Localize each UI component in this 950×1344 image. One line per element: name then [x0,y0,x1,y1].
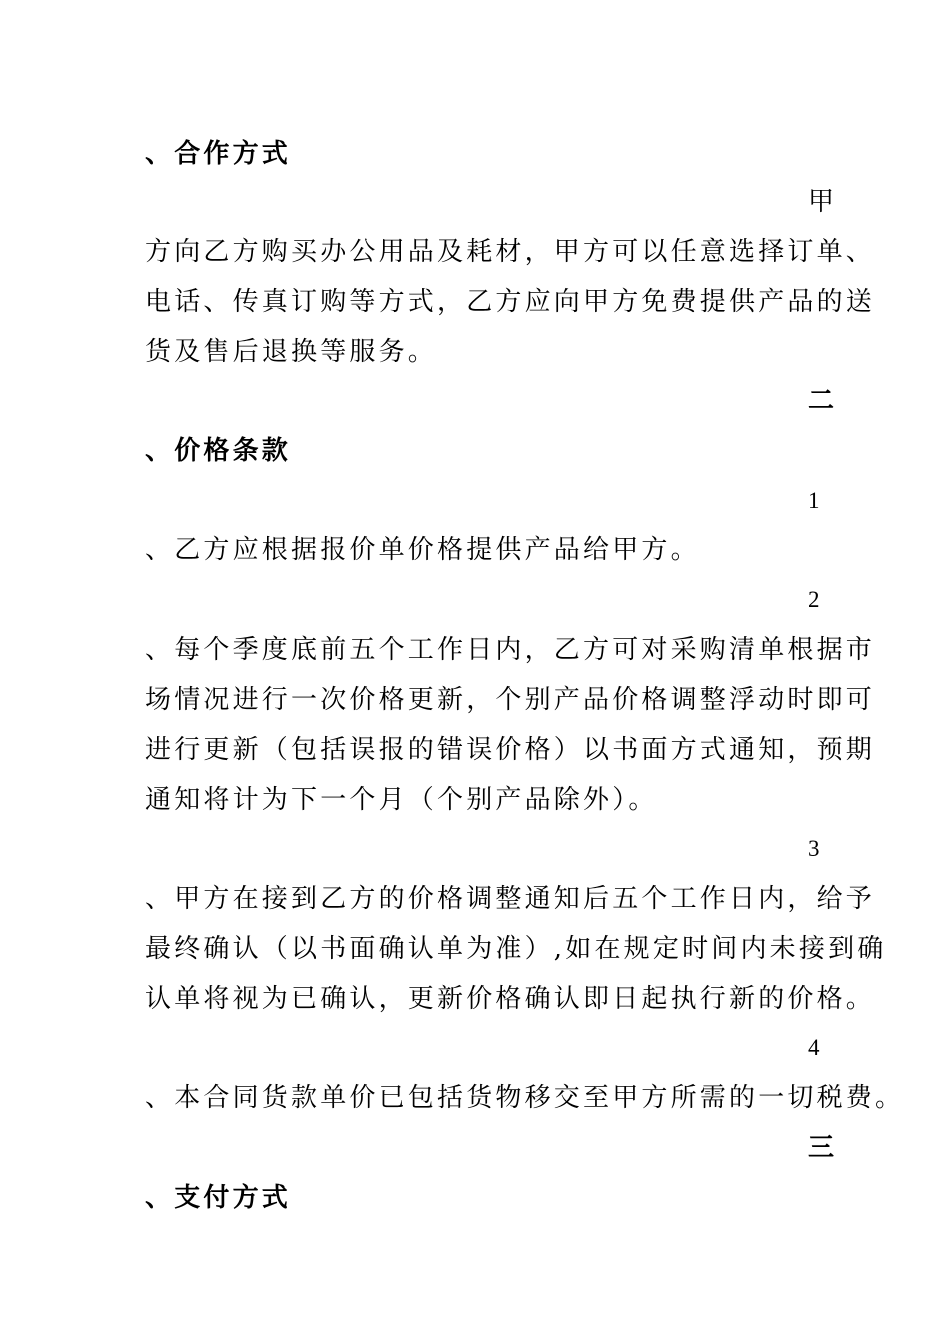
clause-2-line: 进行更新（包括误报的错误价格）以书面方式通知，预期 [145,735,876,765]
clause-3-line: 最终确认（以书面确认单为准）,如在规定时间内未接到确 [145,934,887,964]
clause-3-line: 认单将视为已确认，更新价格确认即日起执行新的价格。 [145,984,876,1014]
section-2-heading: 、价格条款 [145,436,292,466]
clause-2-line: 场情况进行一次价格更新，个别产品价格调整浮动时即可 [145,685,876,715]
clause-4-number: 4 [808,1035,820,1060]
section-3-ordinal: 三 [808,1133,838,1163]
clause-3-number: 3 [808,836,820,861]
clause-3-line: 、甲方在接到乙方的价格调整通知后五个工作日内，给予 [145,884,876,914]
clause-2-line: 、每个季度底前五个工作日内，乙方可对采购清单根据市 [145,635,876,665]
paragraph-line: 方向乙方购买办公用品及耗材，甲方可以任意选择订单、 [145,237,876,267]
clause-2-line: 通知将计为下一个月（个别产品除外）。 [145,785,658,815]
clause-1-number: 1 [808,488,820,513]
clause-4-line: 、本合同货款单价已包括货物移交至甲方所需的一切税费。 [145,1083,905,1113]
clause-1-line: 、乙方应根据报价单价格提供产品给甲方。 [145,535,700,565]
section-1-paragraph-marker: 甲 [808,187,838,217]
paragraph-line: 电话、传真订购等方式，乙方应向甲方免费提供产品的送 [145,287,876,317]
clause-2-number: 2 [808,587,820,612]
section-3-heading: 、支付方式 [145,1183,292,1213]
section-2-ordinal: 二 [808,386,838,416]
section-1-heading: 、合作方式 [145,139,292,169]
paragraph-line: 货及售后退换等服务。 [145,337,438,367]
